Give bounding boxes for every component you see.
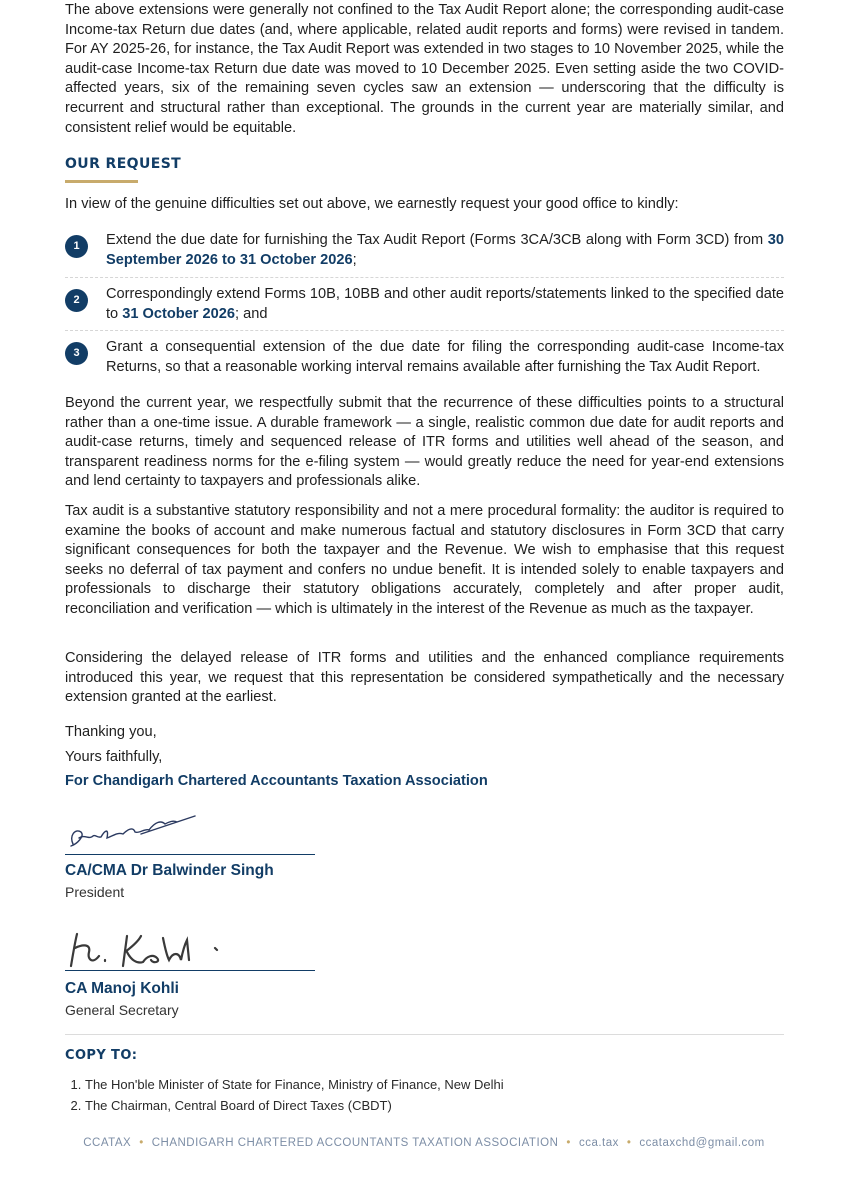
request-item-text: Grant a consequential extension of the due date for filing the corresponding audit-case Income-tax Returns, so that a reasonable working interval remains available after furnishing the Tax Audit Report. (106, 339, 784, 375)
footer-email: ccataxchd@gmail.com (639, 1137, 765, 1149)
request-highlight-date: 31 October 2026 (122, 305, 235, 322)
association-line: For Chandigarh Chartered Accountants Taxation Association (65, 773, 488, 789)
request-text-part: Correspondingly extend Forms 10B, 10BB and other audit reports/statements linked to the specified date to (106, 286, 784, 322)
footer-website: cca.tax (578, 1137, 619, 1149)
request-text-part: Extend the due date for furnishing the Tax Audit Report (Forms 3CA/3CB along with Form 3CD) from (106, 232, 768, 248)
request-number-badge: 1 (65, 235, 88, 258)
paragraph-durable-framework: Beyond the current year, we respectfully submit that the recurrence of these difficulties points to a structural rather than a one-time issue. A durable framework — a single, realistic common due date for audit reports and audit-case returns, timely and sequenced release of ITR forms and utilities well ahead of the season, and transparent readiness norms for the e-filing system — would greatly reduce the need for year-end extensions and lend certainty to taxpayers and professionals alike. (65, 395, 784, 490)
signatory-name: CA Manoj Kohli (65, 980, 179, 997)
signatory-role: General Secretary (65, 1002, 179, 1018)
item-divider (65, 277, 784, 278)
signatory-name: CA/CMA Dr Balwinder Singh (65, 862, 274, 879)
footer-separator: • (566, 1137, 571, 1149)
request-text-part: ; and (235, 305, 268, 322)
footer-separator: • (626, 1137, 632, 1149)
footer-abbrev: CCATAX (83, 1137, 132, 1149)
copy-to-heading: COPY TO: (65, 1048, 138, 1063)
request-item-1 (65, 231, 784, 273)
paragraph-extensions-history: The above extensions were generally not confined to the Tax Audit Report alone; the corresponding audit-case Income-tax Return due dates (and, where applicable, related audit reports and forms) were revised in tandem. For AY 2025-26, for instance, the Tax Audit Report was extended in two stages to 10 November 2025, while the audit-case Income-tax Return due date was moved to 10 December 2025. Even setting aside the two COVID-affected years, six of the remaining seven cycles saw an extension — underscoring that the difficulty is recurrent and structural rather than exceptional. The grounds in the current year are materially similar, and consistent relief would be equitable. (65, 2, 784, 136)
copy-to-item: 2. The Chairman, Central Board of Direct Taxes (CBDT) (85, 1095, 504, 1116)
signature-manoj-kohli (65, 926, 255, 972)
signatory-role: President (65, 884, 125, 900)
signature-line (65, 970, 315, 971)
request-intro: In view of the genuine difficulties set out above, we earnestly request your good office to kindly: (65, 196, 679, 212)
heading-underline (65, 180, 138, 183)
footer-separator: • (139, 1137, 144, 1149)
request-text-part: ; (352, 251, 357, 268)
copy-to-list (65, 1074, 504, 1116)
item-divider (65, 330, 784, 331)
request-item-3 (65, 338, 784, 380)
copy-to-item: 1. The Hon'ble Minister of State for Finance, Ministry of Finance, New Delhi (85, 1074, 504, 1095)
request-item-2 (65, 285, 784, 327)
signature-balwinder-singh (65, 808, 205, 856)
page-footer (0, 1137, 848, 1149)
footer-org-name: CHANDIGARH CHARTERED ACCOUNTANTS TAXATION ASSOCIATION (151, 1137, 559, 1149)
signature-line (65, 854, 315, 855)
copy-divider (65, 1034, 784, 1035)
request-number-badge: 2 (65, 289, 88, 312)
request-highlight-date: 30 September 2026 to 31 October 2026 (106, 232, 784, 268)
thanking-line: Thanking you, (65, 724, 157, 740)
request-number-badge: 3 (65, 342, 88, 365)
request-item-text (106, 231, 784, 270)
request-item-text (106, 285, 784, 324)
our-request-heading: OUR REQUEST (65, 156, 182, 172)
paragraph-tax-audit-responsibility: Tax audit is a substantive statutory responsibility and not a mere procedural formality: the auditor is required to examine the books of account and make numerous factual and statutory disclosures in Form 3CD that carry significant consequences for both the taxpayer and the Revenue. We wish to emphasise that this request seeks no deferral of tax payment and confers no undue benefit. It is intended solely to enable taxpayers and professionals to discharge their statutory obligations accurately, completely and after proper audit, reconciliation and verification — which is ultimately in the interest of the Revenue as much as the taxpayer. (65, 503, 784, 617)
paragraph-considering: Considering the delayed release of ITR forms and utilities and the enhanced compliance requirements introduced this year, we request that this representation be considered sympathetically and the necessary extension granted at the earliest. (65, 650, 784, 706)
yours-faithfully-line: Yours faithfully, (65, 749, 163, 765)
